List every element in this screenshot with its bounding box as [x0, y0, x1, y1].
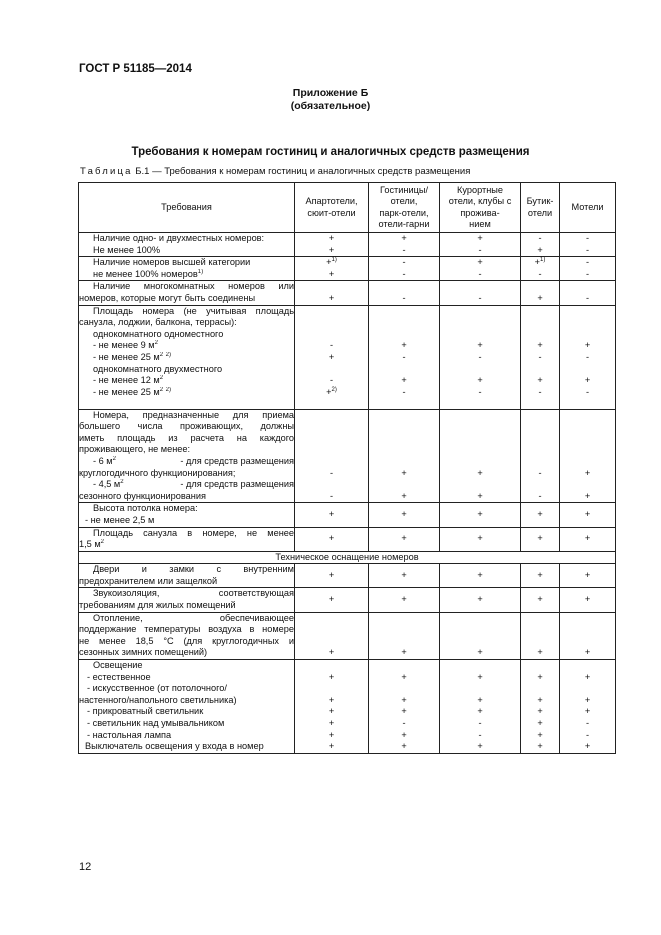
value-cell: + [440, 527, 521, 551]
table-row [79, 503, 616, 527]
section-heading: Техническое оснащение номеров [79, 551, 616, 564]
value-cell: + + + + + + [521, 660, 560, 754]
header-hotels: Гостиницы/ отели, парк-отели, отели-гарни [369, 183, 440, 233]
value-cell: + - [440, 257, 521, 281]
value-cell: - [440, 281, 521, 305]
value-cell: + + [295, 233, 369, 257]
table-header-row [79, 183, 616, 233]
value-cell: + - + - [440, 305, 521, 409]
value-cell: + [369, 564, 440, 588]
value-cell: + + [440, 409, 521, 503]
value-cell: + [521, 612, 560, 659]
value-cell: + [521, 281, 560, 305]
table-row [79, 564, 616, 588]
value-cell: + [295, 527, 369, 551]
table-row [79, 527, 616, 551]
section-row [79, 551, 616, 564]
document-number: ГОСТ Р 51185—2014 [79, 63, 192, 75]
value-cell: + [521, 503, 560, 527]
value-cell: + - + - [560, 305, 616, 409]
header-resort-hotels: Курортные отели, клубы с прожива- нием [440, 183, 521, 233]
value-cell: + [440, 564, 521, 588]
value-cell: + [295, 281, 369, 305]
table-caption [80, 166, 470, 177]
table-row [79, 305, 616, 409]
table-row [79, 612, 616, 659]
value-cell: - - [295, 409, 369, 503]
table-row [79, 660, 616, 754]
value-cell: + [521, 527, 560, 551]
table-caption-label: Таблица [80, 166, 133, 177]
header-boutique-hotels: Бутик- отели [521, 183, 560, 233]
value-cell: + [560, 503, 616, 527]
header-motels: Мотели [560, 183, 616, 233]
value-cell: - - [560, 257, 616, 281]
value-cell: + - [369, 233, 440, 257]
requirement-cell: Отопление, обеспечивающее поддержание температуры воздуха в номере не менее 18,5 °С (для круглогодичных и сезонных зимних помещений) [79, 612, 295, 659]
value-cell: + [369, 503, 440, 527]
value-cell: + + + - - + [440, 660, 521, 754]
requirement-cell: Наличие многокомнатных номеров или номеров, которые могут быть соединены [79, 281, 295, 305]
requirement-cell: Звукоизоляция, соответствующая требованиям для жилых помещений [79, 588, 295, 612]
table-row [79, 409, 616, 503]
annex-status: (обязательное) [290, 100, 371, 112]
annex-heading [0, 87, 661, 113]
requirement-cell: Высота потолка номера: - не менее 2,5 м [79, 503, 295, 527]
value-cell: + [560, 612, 616, 659]
table-caption-number: Б.1 [135, 166, 150, 177]
requirement-cell: Номера, предназначенные для приема большего числа проживающих, должны иметь площадь из расчета на каждого проживающего, не менее: - 6 $м^2$ - для средств размещения круглогодичного функционирования; - 4,5 $м^2$ - для средств размещения сезонного функционирования [79, 409, 295, 503]
requirement-cell: Наличие одно- и двухместных номеров: Не менее 100% [79, 233, 295, 257]
value-cell: +$^{1)}$ + [295, 257, 369, 281]
value-cell: + [440, 588, 521, 612]
value-cell: +$^{1)}$ - [521, 257, 560, 281]
requirement-cell: Двери и замки с внутренним предохранителем или защелкой [79, 564, 295, 588]
value-cell: + + + - + + [369, 660, 440, 754]
value-cell: + [560, 527, 616, 551]
value-cell: + + + + + + [295, 660, 369, 754]
value-cell: + - + - [369, 305, 440, 409]
value-cell: - [560, 281, 616, 305]
requirements-table [78, 182, 616, 754]
value-cell: + [295, 612, 369, 659]
annex-title: Приложение Б [292, 87, 369, 99]
section-title: Требования к номерам гостиниц и аналогичных средств размещения [131, 146, 530, 158]
requirement-cell: Наличие номеров высшей категории не менее 100% номеров$^{1)}$ [79, 257, 295, 281]
value-cell: + [560, 564, 616, 588]
value-cell: + [521, 564, 560, 588]
table-row [79, 257, 616, 281]
header-aparthotels: Апартотели, сюит-отели [295, 183, 369, 233]
value-cell: + - + - [521, 305, 560, 409]
table-caption-text: — Требования к номерам гостиниц и аналогичных средств размещения [152, 166, 471, 177]
requirement-cell: Площадь номера (не учитывая площадь санузла, лоджии, балкона, террасы): однокомнатного одноместного - не менее 9 $м^2$ - не менее 25 $м^2$ $^{2)}$ однокомнатного двухместного - не менее 12 $м^2$ - не менее 25 $м^2$ $^{2)}$ [79, 305, 295, 409]
page-number: 12 [79, 861, 92, 873]
value-cell: + [295, 588, 369, 612]
value-cell: - - [369, 257, 440, 281]
value-cell: + [560, 588, 616, 612]
table-row [79, 588, 616, 612]
value-cell: + [295, 503, 369, 527]
value-cell: + - [440, 233, 521, 257]
value-cell: + [295, 564, 369, 588]
value-cell: + [440, 612, 521, 659]
value-cell: - - [521, 409, 560, 503]
value-cell: + + + - - + [560, 660, 616, 754]
value-cell: + [521, 588, 560, 612]
table-row [79, 281, 616, 305]
value-cell: + + [369, 409, 440, 503]
header-requirements: Требования [79, 183, 295, 233]
value-cell: - + - +$^{2)}$ [295, 305, 369, 409]
requirement-cell: Площадь санузла в номере, не менее 1,5 $м^2$ [79, 527, 295, 551]
value-cell: + [369, 612, 440, 659]
value-cell: + [369, 588, 440, 612]
value-cell: + [369, 527, 440, 551]
value-cell: - + [521, 233, 560, 257]
value-cell: + + [560, 409, 616, 503]
requirement-cell: Освещение - естественное - искусственное (от потолочного/ настенного/напольного светильника) - прикроватный светильник - светильник над умывальником - настольная лампа Выключатель освещения у входа в номер [79, 660, 295, 754]
value-cell: + [440, 503, 521, 527]
value-cell: - [369, 281, 440, 305]
table-row [79, 233, 616, 257]
value-cell: - - [560, 233, 616, 257]
